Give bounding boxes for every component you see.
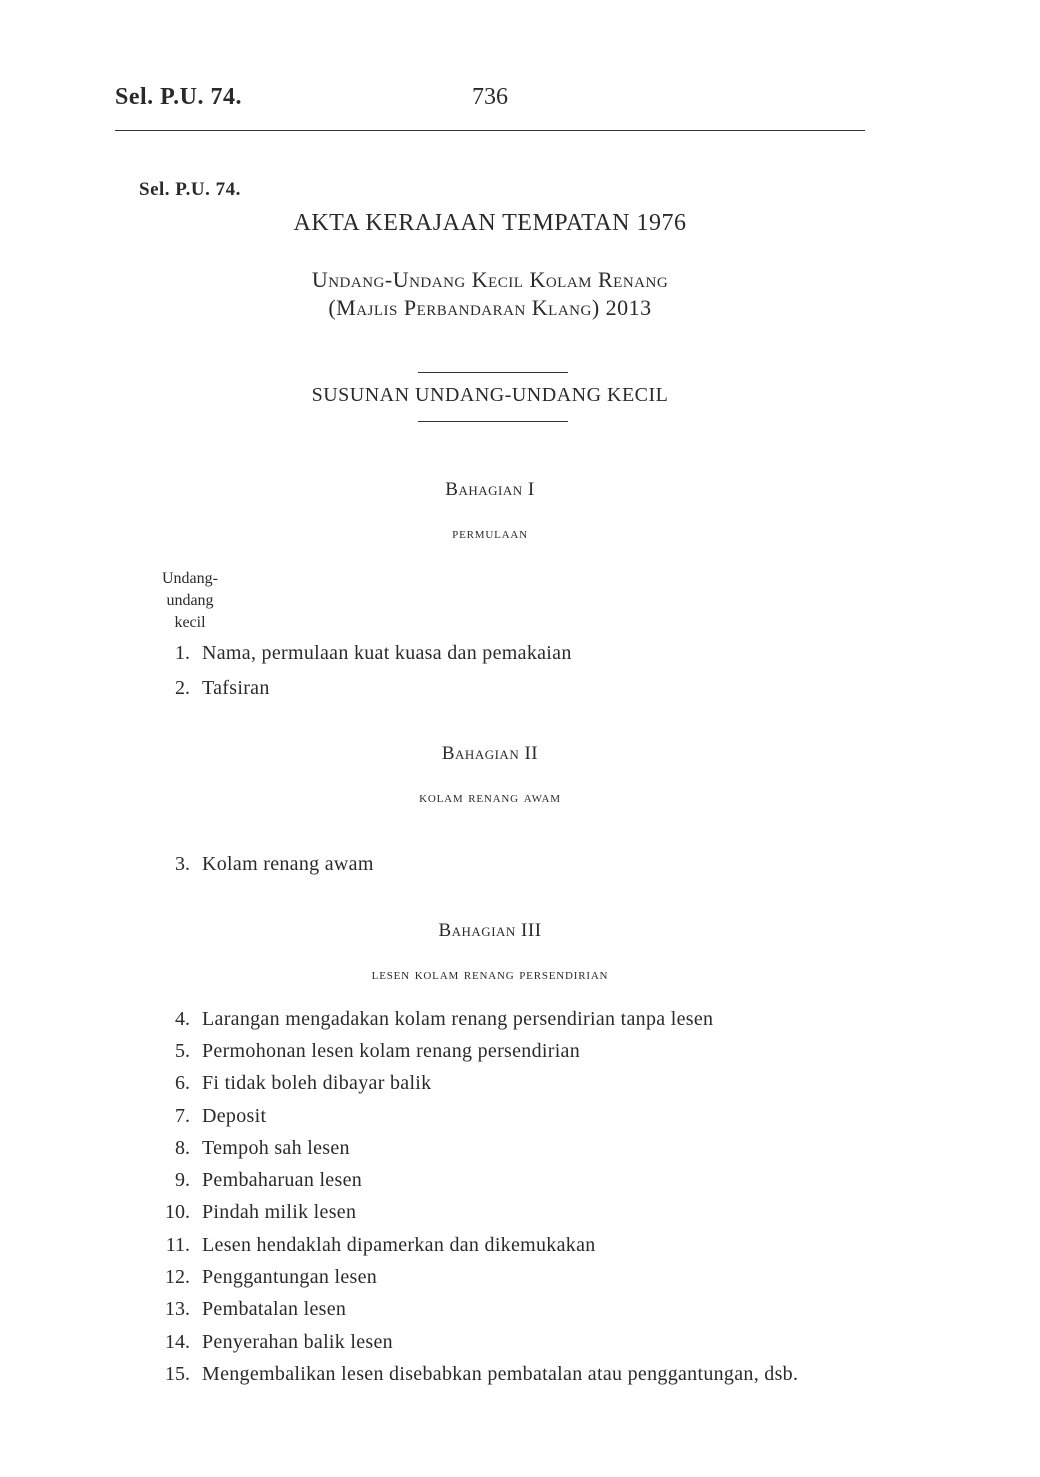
item-text: Penggantungan lesen [202,1266,378,1288]
item-number: 14. [165,1331,190,1353]
arrangement-heading: SUSUNAN UNDANG-UNDANG KECIL [311,384,669,406]
bylaw-title-line-2: (Majlis Perbandaran Klang) 2013 [328,295,652,320]
bylaw-title [0,266,980,322]
margin-note: Undang- undang kecil [162,570,218,631]
item-text: Deposit [202,1105,267,1127]
item-number: 8. [175,1137,190,1159]
item-text: Pindah milik lesen [202,1201,357,1223]
item-number: 9. [175,1169,190,1191]
header-divider [115,130,865,131]
item-number: 11. [165,1234,190,1256]
item-number: 4. [175,1008,190,1030]
item-text: Fi tidak boleh dibayar balik [202,1072,432,1094]
bylaw-title-line-1: Undang-Undang Kecil Kolam Renang [311,267,669,292]
item-text: Pembaharuan lesen [202,1169,363,1191]
document-reference: Sel. P.U. 74. [139,179,241,200]
item-number: 5. [175,1040,190,1062]
item-number: 2. [175,677,190,699]
part-heading: Bahagian III [438,920,542,941]
item-text: Lesen hendaklah dipamerkan dan dikemukakan [202,1234,596,1256]
arrangement-rule-bottom [418,421,568,422]
item-number: 3. [175,853,190,875]
header-reference: Sel. P.U. 74. [115,84,242,110]
part-title: kolam renang awam [419,789,561,806]
page-number: 736 [472,84,508,110]
item-text: Permohonan lesen kolam renang persendirian [202,1040,581,1062]
part-heading: Bahagian II [441,743,539,764]
part-title: lesen kolam renang persendirian [371,966,609,983]
part-heading: Bahagian I [445,479,535,500]
item-text: Kolam renang awam [202,853,374,875]
item-number: 7. [175,1105,190,1127]
item-text: Tempoh sah lesen [202,1137,350,1159]
item-text: Mengembalikan lesen disebabkan pembatalan atau penggantungan, dsb. [202,1363,799,1385]
item-number: 1. [175,642,190,664]
item-text: Nama, permulaan kuat kuasa dan pemakaian [202,642,572,664]
item-number: 10. [165,1201,190,1223]
item-text: Tafsiran [202,677,270,699]
item-text: Larangan mengadakan kolam renang persendirian tanpa lesen [202,1008,714,1030]
item-number: 12. [165,1266,190,1288]
act-title: AKTA KERAJAAN TEMPATAN 1976 [293,210,687,236]
item-text: Pembatalan lesen [202,1298,347,1320]
item-number: 6. [175,1072,190,1094]
item-text: Penyerahan balik lesen [202,1331,393,1353]
arrangement-rule-top [418,372,568,373]
part-title: permulaan [452,525,528,542]
item-number: 13. [165,1298,190,1320]
item-number: 15. [165,1363,190,1385]
